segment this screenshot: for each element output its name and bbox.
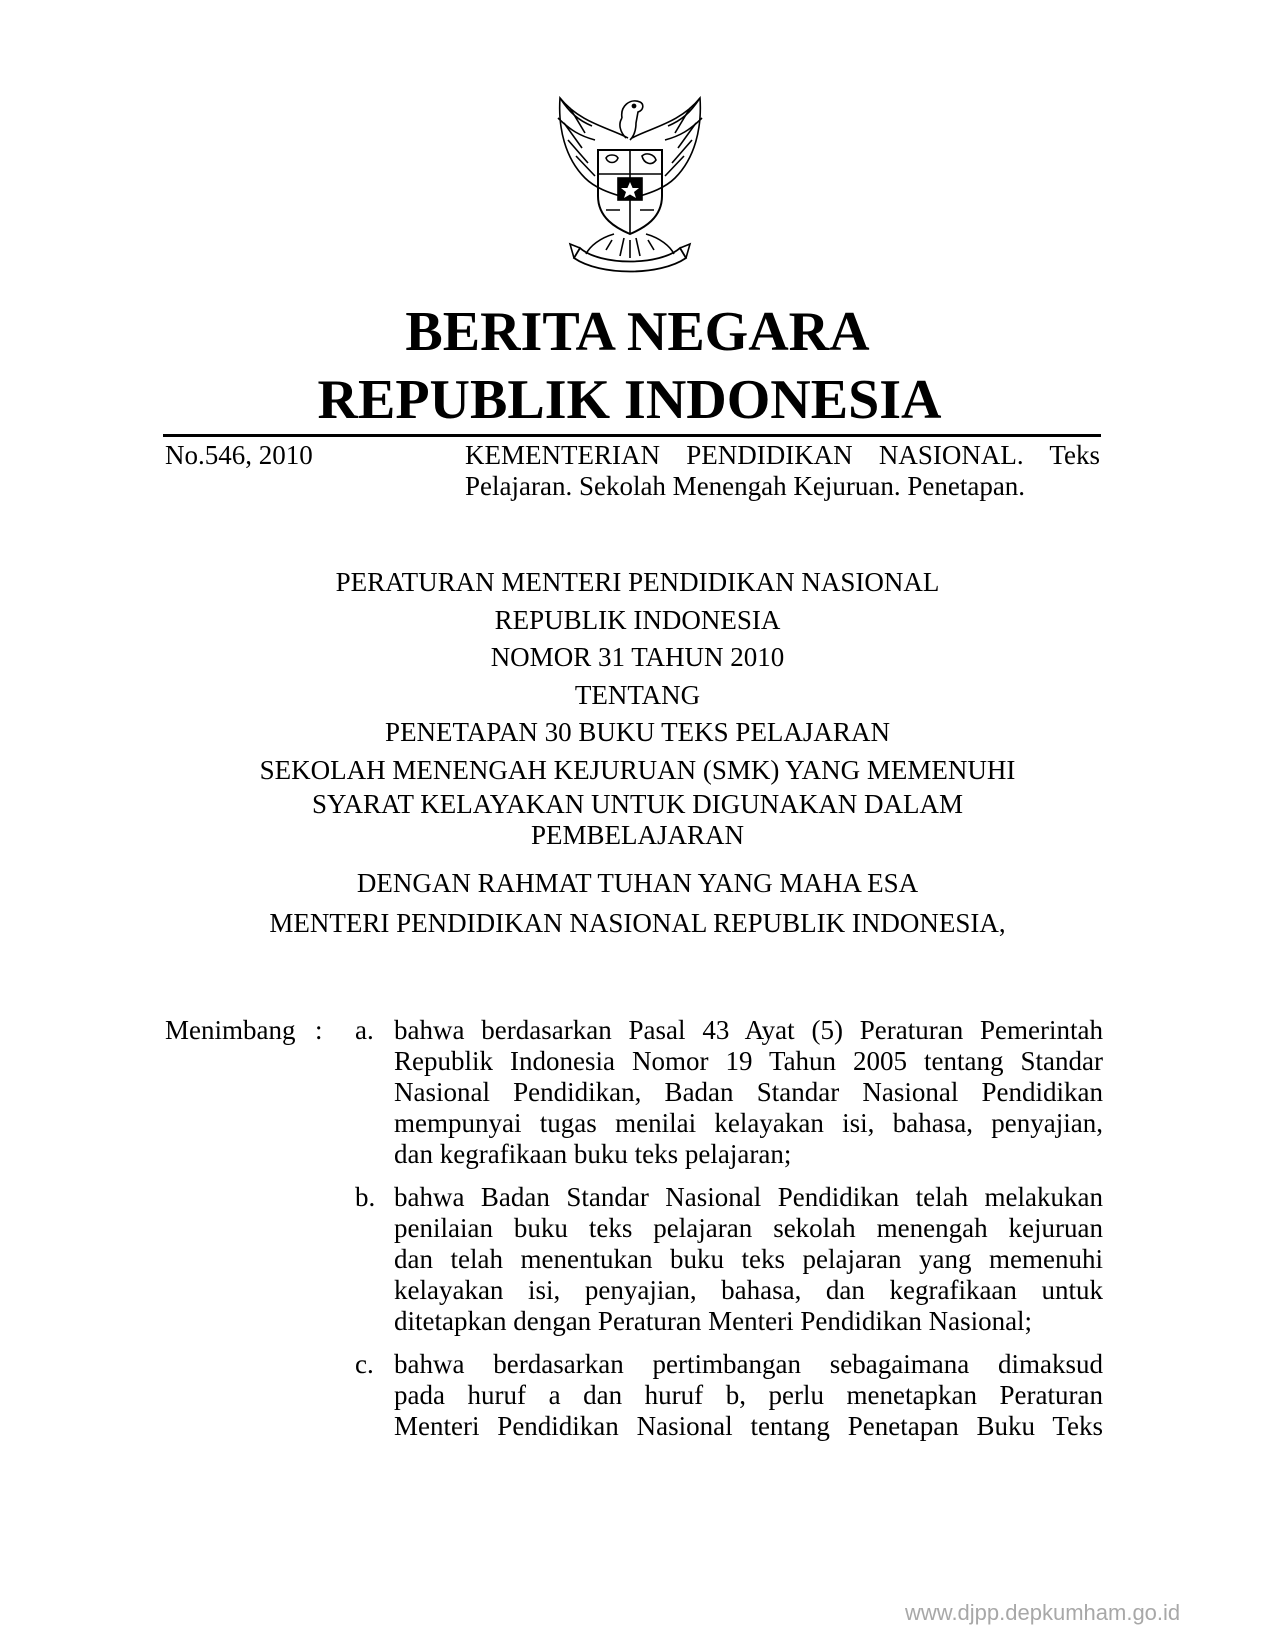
item-line: bahwa berdasarkan pertimbangan sebagaimana dimaksud xyxy=(394,1349,1103,1379)
masthead-divider xyxy=(163,434,1101,437)
regulation-title-line: PEMBELAJARAN xyxy=(530,820,745,850)
source-url: www.djpp.depkumham.go.id xyxy=(905,1600,1181,1625)
considering-item xyxy=(355,1349,1103,1442)
considering-colon: : xyxy=(315,1015,323,1045)
preamble-line: DENGAN RAHMAT TUHAN YANG MAHA ESA xyxy=(356,868,919,898)
masthead-title: BERITA NEGARA xyxy=(405,301,870,363)
regulation-title-line: PENETAPAN 30 BUKU TEKS PELAJARAN xyxy=(385,717,890,747)
preamble-line: MENTERI PENDIDIKAN NASIONAL REPUBLIK INDONESIA, xyxy=(269,908,1006,938)
item-marker: b. xyxy=(355,1182,376,1212)
item-marker: c. xyxy=(355,1349,374,1379)
considering-item xyxy=(355,1015,1103,1170)
regulation-title-line: SYARAT KELAYAKAN UNTUK DIGUNAKAN DALAM xyxy=(311,789,963,819)
regulation-title-line: REPUBLIK INDONESIA xyxy=(494,604,781,635)
item-line: dan kegrafikaan buku teks pelajaran; xyxy=(394,1139,792,1169)
item-line: Nasional Pendidikan, Badan Standar Nasional Pendidikan xyxy=(394,1077,1103,1107)
item-line: mempunyai tugas menilai kelayakan isi, bahasa, penyajian, xyxy=(394,1108,1103,1138)
item-line: dan telah menentukan buku teks pelajaran yang memenuhi xyxy=(394,1244,1103,1274)
item-line: Republik Indonesia Nomor 19 Tahun 2005 tentang Standar xyxy=(394,1046,1103,1076)
item-line: penilaian buku teks pelajaran sekolah menengah kejuruan xyxy=(394,1213,1103,1243)
item-line: kelayakan isi, penyajian, bahasa, dan kegrafikaan untuk xyxy=(394,1275,1103,1305)
garuda-emblem-icon xyxy=(540,78,720,278)
gazette-number: No.546, 2010 xyxy=(165,440,313,470)
regulation-title-line: SEKOLAH MENENGAH KEJURUAN (SMK) YANG MEMENUHI xyxy=(259,754,1016,785)
regulation-title-line: TENTANG xyxy=(574,679,701,710)
regulation-title-line: NOMOR 31 TAHUN 2010 xyxy=(490,642,785,672)
item-line: ditetapkan dengan Peraturan Menteri Pendidikan Nasional; xyxy=(394,1306,1033,1336)
gazette-subject-line: KEMENTERIAN PENDIDIKAN NASIONAL. Teks xyxy=(465,440,1100,470)
gazette-subject xyxy=(465,440,1100,502)
item-line: bahwa Badan Standar Nasional Pendidikan telah melakukan xyxy=(394,1182,1103,1212)
item-marker: a. xyxy=(355,1015,374,1045)
gazette-subject-line: Pelajaran. Sekolah Menengah Kejuruan. Penetapan. xyxy=(465,471,1026,501)
masthead-subtitle: REPUBLIK INDONESIA xyxy=(317,369,942,431)
considering-item xyxy=(355,1182,1103,1337)
item-line: bahwa berdasarkan Pasal 43 Ayat (5) Peraturan Pemerintah xyxy=(394,1015,1103,1045)
item-line: Menteri Pendidikan Nasional tentang Penetapan Buku Teks xyxy=(394,1411,1103,1441)
regulation-title xyxy=(0,564,1275,943)
regulation-title-line: PERATURAN MENTERI PENDIDIKAN NASIONAL xyxy=(335,567,940,597)
considering-list xyxy=(355,1015,1103,1454)
item-line: pada huruf a dan huruf b, perlu menetapkan Peraturan xyxy=(394,1380,1103,1410)
considering-label: Menimbang xyxy=(165,1015,296,1045)
